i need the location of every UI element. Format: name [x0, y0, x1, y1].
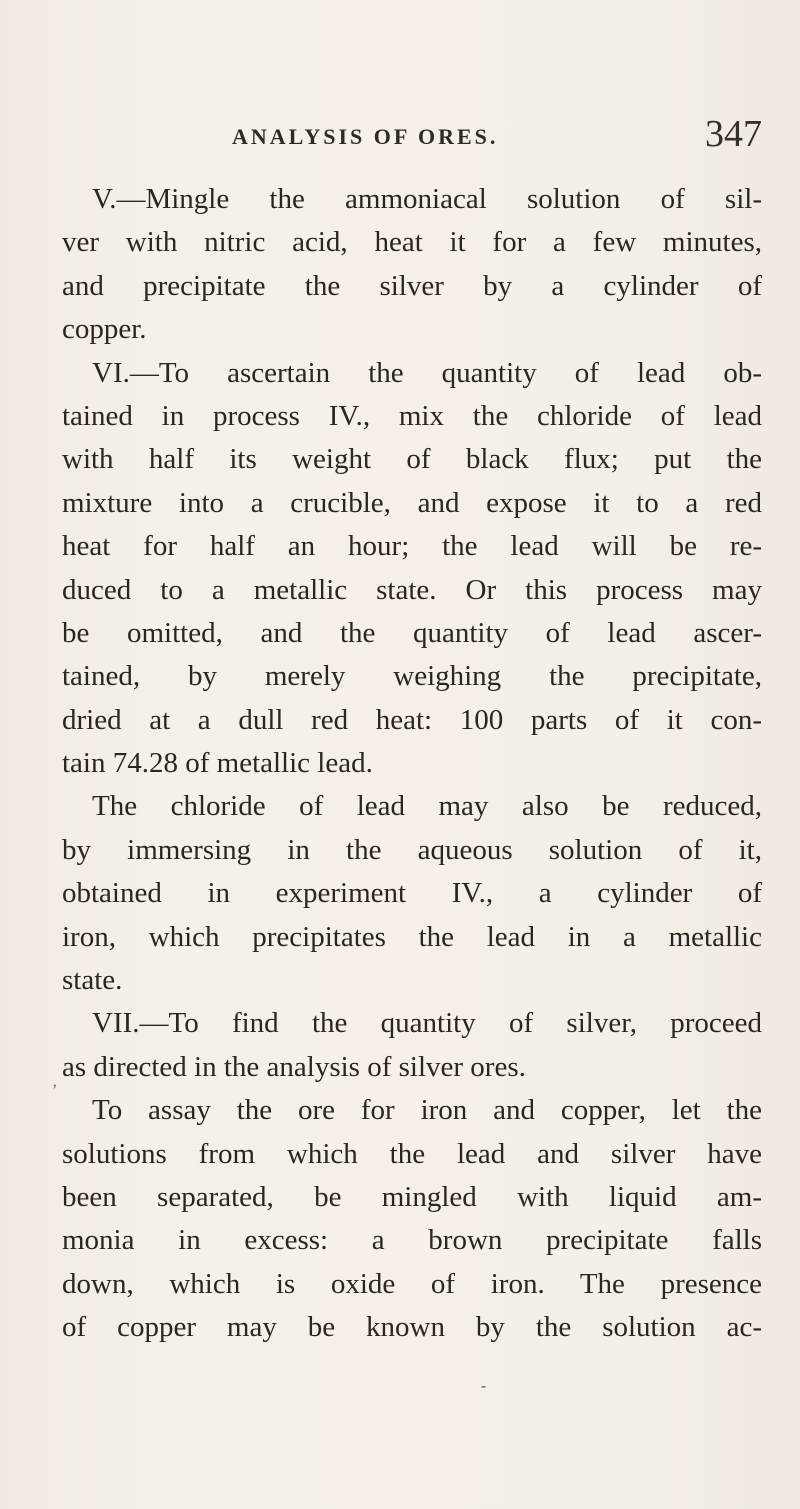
- text-line: solutions from which the lead and silver have: [62, 1137, 762, 1170]
- page-header: [232, 112, 762, 162]
- text-line: as directed in the analysis of silver ores.: [62, 1050, 526, 1083]
- text-line: monia in excess: a brown precipitate falls: [62, 1224, 762, 1257]
- text-line: of copper may be known by the solution ac-: [62, 1311, 762, 1344]
- text-line: heat for half an hour; the lead will be re-: [62, 530, 762, 563]
- text-line: and precipitate the silver by a cylinder of: [62, 269, 762, 302]
- text-line: been separated, be mingled with liquid am-: [62, 1180, 762, 1213]
- text-line: To assay the ore for iron and copper, let the: [92, 1094, 762, 1127]
- text-line: iron, which precipitates the lead in a metallic: [62, 920, 762, 953]
- text-line: copper.: [62, 313, 147, 346]
- text-line: state.: [62, 964, 123, 997]
- text-line: be omitted, and the quantity of lead ascer-: [62, 616, 762, 649]
- text-line: tain 74.28 of metallic lead.: [62, 747, 373, 780]
- stray-ink-mark: ⁃: [480, 1381, 487, 1396]
- margin-speck: ’: [52, 1082, 58, 1099]
- text-line: by immersing in the aqueous solution of it,: [62, 833, 762, 866]
- text-line: tained, by merely weighing the precipitate,: [62, 660, 762, 693]
- text-line: ver with nitric acid, heat it for a few minutes,: [62, 226, 762, 259]
- text-line: obtained in experiment IV., a cylinder of: [62, 877, 762, 910]
- text-line: VI.—To ascertain the quantity of lead ob-: [92, 356, 762, 389]
- text-line: mixture into a crucible, and expose it to a red: [62, 486, 762, 519]
- page-number: 347: [705, 113, 762, 155]
- running-title: ANALYSIS OF ORES.: [232, 124, 499, 149]
- text-line: V.—Mingle the ammoniacal solution of sil-: [92, 183, 762, 215]
- text-line: duced to a metallic state. Or this process may: [62, 573, 762, 606]
- text-line: tained in process IV., mix the chloride of lead: [62, 399, 762, 432]
- text-line: down, which is oxide of iron. The presence: [62, 1267, 762, 1300]
- text-line: dried at a dull red heat: 100 parts of it con-: [62, 703, 762, 736]
- text-line: with half its weight of black flux; put the: [62, 443, 762, 476]
- text-line: The chloride of lead may also be reduced,: [92, 790, 762, 823]
- body-text: [62, 178, 762, 1350]
- text-line: VII.—To find the quantity of silver, proceed: [92, 1007, 762, 1040]
